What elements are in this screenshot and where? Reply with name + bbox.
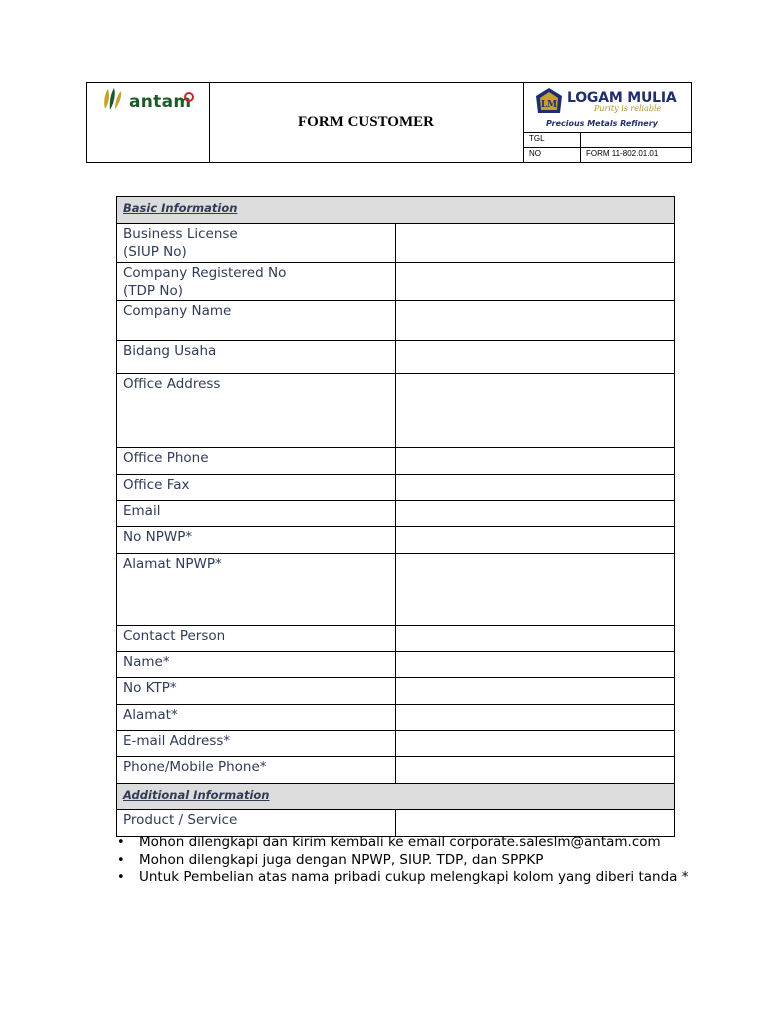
field-value-office-fax[interactable] bbox=[396, 475, 675, 501]
form-row bbox=[117, 224, 675, 263]
meta-row-no bbox=[524, 148, 691, 162]
form-row bbox=[117, 757, 675, 784]
meta-value-cell bbox=[580, 148, 692, 162]
field-label: Phone/Mobile Phone* bbox=[117, 757, 396, 784]
field-value-contact-person[interactable] bbox=[396, 626, 675, 652]
field-label: Product / Service bbox=[117, 810, 396, 837]
customer-form-table bbox=[116, 196, 675, 837]
logam-mulia-logo bbox=[524, 83, 691, 133]
antam-leaf-icon bbox=[99, 85, 129, 115]
antam-logo bbox=[99, 85, 199, 115]
field-value-product-service[interactable] bbox=[396, 810, 675, 837]
field-value-email[interactable] bbox=[396, 501, 675, 527]
field-label: Company Registered No (TDP No) bbox=[117, 263, 396, 301]
field-label: No NPWP* bbox=[117, 527, 396, 554]
field-value-company-registered-no[interactable] bbox=[396, 263, 675, 301]
form-row bbox=[117, 301, 675, 341]
notes-list bbox=[116, 834, 716, 887]
lm-tagline: Purity is reliable bbox=[594, 104, 662, 113]
form-header bbox=[86, 82, 692, 163]
field-value-phone-mobile[interactable] bbox=[396, 757, 675, 784]
form-row bbox=[117, 527, 675, 554]
field-label: Office Fax bbox=[117, 475, 396, 501]
form-row bbox=[117, 705, 675, 731]
field-value-alamat-npwp[interactable] bbox=[396, 554, 675, 626]
lm-badge-text: LM bbox=[540, 100, 558, 110]
field-label: No KTP* bbox=[117, 678, 396, 705]
form-row bbox=[117, 475, 675, 501]
field-label: Email bbox=[117, 501, 396, 527]
meta-label: TGL bbox=[529, 134, 545, 143]
form-row bbox=[117, 626, 675, 652]
form-title: FORM CUSTOMER bbox=[298, 114, 434, 130]
field-label: Alamat* bbox=[117, 705, 396, 731]
section-row bbox=[117, 784, 675, 810]
field-label: Alamat NPWP* bbox=[117, 554, 396, 626]
form-row bbox=[117, 810, 675, 837]
form-row bbox=[117, 554, 675, 626]
field-label: Bidang Usaha bbox=[117, 341, 396, 374]
field-value-name[interactable] bbox=[396, 652, 675, 678]
bullet-icon: • bbox=[117, 870, 125, 885]
field-value-office-phone[interactable] bbox=[396, 448, 675, 475]
bullet-icon: • bbox=[117, 852, 125, 868]
field-label: Company Name bbox=[117, 301, 396, 341]
lm-name: LOGAM MULIA bbox=[567, 90, 677, 106]
field-label: Name* bbox=[117, 652, 396, 678]
field-label: Contact Person bbox=[117, 626, 396, 652]
lm-subtitle: Precious Metals Refinery bbox=[546, 119, 658, 128]
field-label: Business License (SIUP No) bbox=[117, 224, 396, 263]
field-value-alamat[interactable] bbox=[396, 705, 675, 731]
meta-value-cell[interactable] bbox=[580, 133, 692, 147]
section-header-additional: Additional Information bbox=[117, 784, 675, 810]
antam-ring-icon bbox=[183, 91, 195, 103]
form-row bbox=[117, 374, 675, 448]
meta-value: FORM 11-802.01.01 bbox=[586, 149, 659, 158]
antam-logo-text: antam bbox=[129, 92, 192, 112]
field-value-email-address[interactable] bbox=[396, 731, 675, 757]
note-item: • Untuk Pembelian atas nama pribadi cukup melengkapi kolom yang diberi tanda * bbox=[117, 869, 689, 885]
field-value-no-ktp[interactable] bbox=[396, 678, 675, 705]
title-cell bbox=[209, 83, 524, 162]
note-item: • Mohon dilengkapi dan kirim kembali ke email corporate.saleslm@antam.com bbox=[117, 834, 661, 850]
field-label: Office Address bbox=[117, 374, 396, 448]
field-value-business-license[interactable] bbox=[396, 224, 675, 263]
form-row bbox=[117, 448, 675, 475]
form-row bbox=[117, 341, 675, 374]
form-row bbox=[117, 678, 675, 705]
note-item: • Mohon dilengkapi juga dengan NPWP, SIUP. TDP, dan SPPKP bbox=[117, 851, 544, 868]
field-value-company-name[interactable] bbox=[396, 301, 675, 341]
form-row bbox=[117, 501, 675, 527]
meta-row-tgl bbox=[524, 133, 691, 148]
form-row bbox=[117, 652, 675, 678]
section-header-basic: Basic Information bbox=[117, 197, 675, 224]
bullet-icon: • bbox=[117, 835, 125, 850]
form-row bbox=[117, 263, 675, 301]
field-value-office-address[interactable] bbox=[396, 374, 675, 448]
meta-label: NO bbox=[529, 149, 541, 158]
form-row bbox=[117, 731, 675, 757]
section-row bbox=[117, 197, 675, 224]
logam-mulia-cell bbox=[524, 83, 691, 162]
field-label: Office Phone bbox=[117, 448, 396, 475]
field-value-bidang-usaha[interactable] bbox=[396, 341, 675, 374]
lm-badge-icon bbox=[533, 86, 565, 116]
field-value-no-npwp[interactable] bbox=[396, 527, 675, 554]
field-label: E-mail Address* bbox=[117, 731, 396, 757]
antam-logo-cell bbox=[87, 83, 210, 162]
